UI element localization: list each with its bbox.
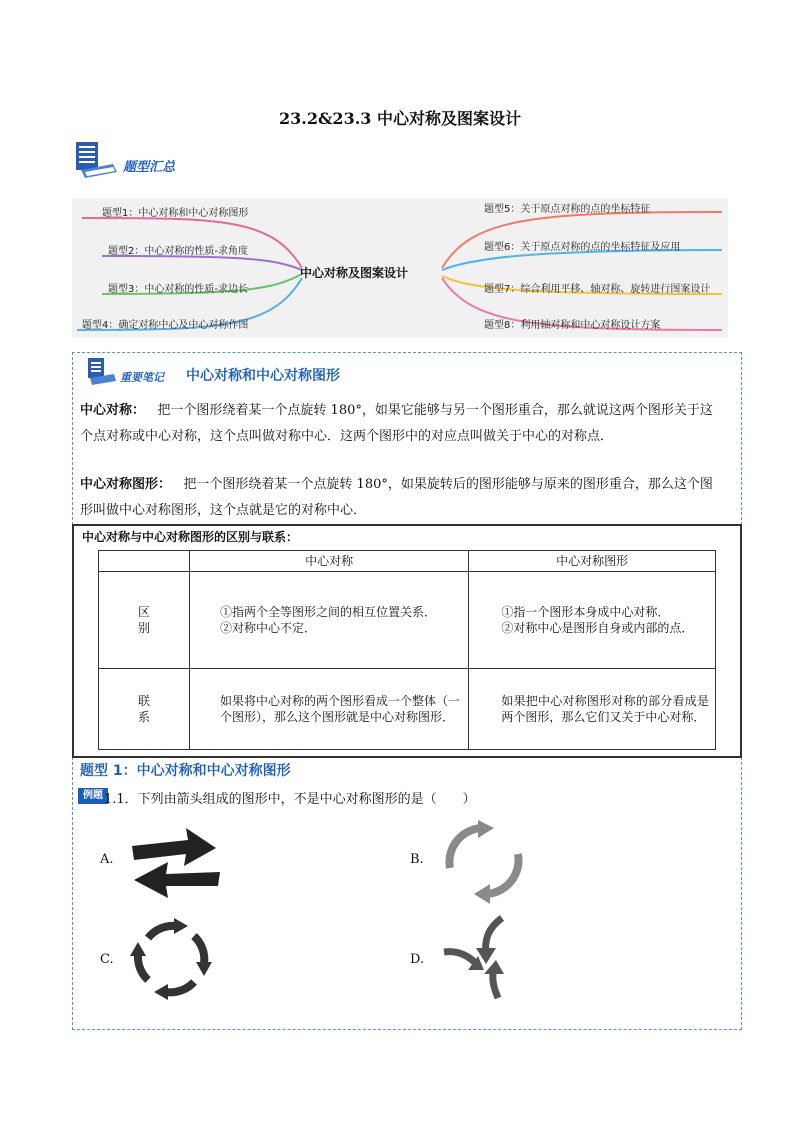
table-row bbox=[99, 669, 716, 750]
comparison-table bbox=[98, 550, 716, 750]
mindmap-node: 题型6：关于原点对称的点的坐标特征及应用 bbox=[484, 242, 681, 253]
table-header-cell: 中心对称 bbox=[190, 551, 469, 572]
table-row bbox=[99, 572, 716, 669]
table-cell: 如果把中心对称图形对称的部分看成是两个图形，那么它们又关于中心对称． bbox=[469, 669, 716, 750]
page-title: 23.2&23.3 中心对称及图案设计 bbox=[279, 109, 521, 128]
table-header-cell: 中心对称图形 bbox=[469, 551, 716, 572]
table-header-row bbox=[99, 551, 716, 572]
mindmap-node: 题型1：中心对称和中心对称图形 bbox=[102, 208, 249, 219]
table-cell: ①指一个图形本身成中心对称． ②对称中心是图形自身或内部的点． bbox=[469, 572, 716, 669]
notes-title: 中心对称和中心对称图形 bbox=[186, 368, 340, 384]
book-stack-icon bbox=[73, 140, 119, 180]
book-stack-icon bbox=[86, 357, 118, 387]
row-head: 联 系 bbox=[99, 669, 190, 750]
option-b-label[interactable]: B. bbox=[410, 852, 424, 867]
mindmap-center: 中心对称及图案设计 bbox=[300, 266, 409, 280]
row-head: 区 别 bbox=[99, 572, 190, 669]
notes-header bbox=[86, 357, 386, 387]
option-d-arrows-icon[interactable] bbox=[438, 912, 530, 1004]
mindmap bbox=[72, 198, 728, 338]
definition-central-symmetry bbox=[80, 398, 720, 450]
table-caption: 中心对称与中心对称图形的区别与联系： bbox=[82, 530, 299, 544]
definition-centrosymmetric-figure bbox=[80, 472, 720, 524]
def1-text: 把一个图形绕着某一个点旋转 180°，如果它能够与另一个图形重合，那么就说这两个图形关于这个点对称或中心对称，这个点叫做对称中心．这两个图形中的对应点叫做关于中心的对称点． bbox=[80, 403, 713, 444]
option-a-label[interactable]: A. bbox=[100, 852, 114, 867]
types-header bbox=[73, 140, 273, 180]
option-a-arrows-icon[interactable] bbox=[130, 818, 222, 904]
table-cell: 如果将中心对称的两个图形看成一个整体（一个图形），那么这个图形就是中心对称图形． bbox=[190, 669, 469, 750]
option-c-arrows-icon[interactable] bbox=[128, 916, 214, 1002]
table-cell: ①指两个全等图形之间的相互位置关系． ②对称中心不定． bbox=[190, 572, 469, 669]
def2-text: 把一个图形绕着某一个点旋转 180°，如果旋转后的图形能够与原来的图形重合，那么这个图形叫做中心对称图形，这个点就是它的对称中心． bbox=[80, 477, 713, 518]
mindmap-node: 题型8：利用轴对称和中心对称设计方案 bbox=[484, 320, 661, 331]
example-tag: 例题 bbox=[78, 788, 108, 804]
mindmap-node: 题型5：关于原点对称的点的坐标特征 bbox=[484, 204, 651, 215]
mindmap-node: 题型7：综合利用平移、轴对称、旋转进行图案设计 bbox=[484, 284, 711, 295]
question-text: 1.1．下列由箭头组成的图形中，不是中心对称图形的是（ ） bbox=[104, 792, 476, 807]
section-title: 题型 1：中心对称和中心对称图形 bbox=[80, 763, 291, 779]
notes-tag: 重要笔记 bbox=[120, 371, 164, 384]
mindmap-node: 题型3：中心对称的性质-求边长 bbox=[108, 284, 248, 295]
types-header-label: 题型汇总 bbox=[123, 160, 176, 175]
mindmap-node: 题型4：确定对称中心及中心对称作图 bbox=[82, 320, 249, 331]
option-d-label[interactable]: D. bbox=[410, 952, 425, 967]
def2-term: 中心对称图形： bbox=[80, 477, 172, 492]
table-header-cell bbox=[99, 551, 190, 572]
option-b-arrows-icon[interactable] bbox=[438, 818, 530, 904]
option-c-label[interactable]: C. bbox=[100, 952, 114, 967]
mindmap-node: 题型2：中心对称的性质-求角度 bbox=[108, 246, 248, 257]
def1-term: 中心对称： bbox=[80, 403, 146, 418]
